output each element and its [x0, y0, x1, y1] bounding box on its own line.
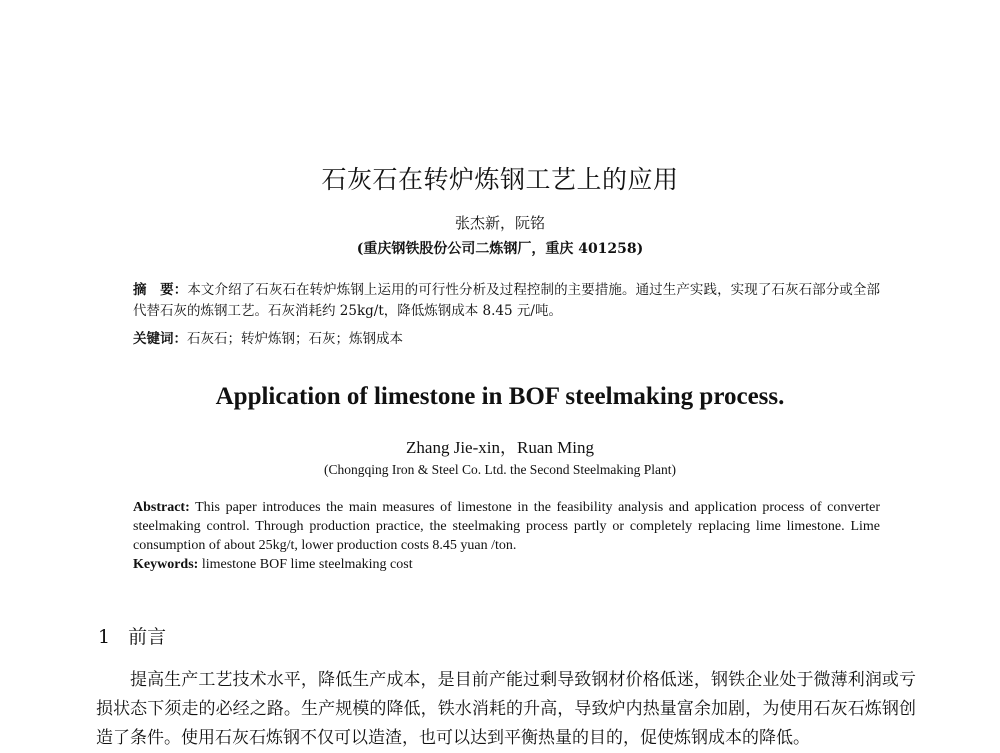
- english-abstract-label: Abstract:: [133, 500, 190, 515]
- english-keywords-label: Keywords:: [133, 557, 199, 572]
- chinese-abstract: [133, 280, 880, 322]
- english-abstract-text: This paper introduces the main measures of limestone in the feasibility analysis and application process of converter steelmaking control. Through production practice, the steelmaking process partly or completely replacing lime limestone. Lime consumption of about 25kg/t, lower production costs 8.45 yuan /ton.: [133, 500, 880, 553]
- chinese-affiliation: (重庆钢铁股份公司二炼钢厂，重庆 401258): [356, 241, 644, 257]
- body-paragraph: 提高生产工艺技术水平，降低生产成本，是目前产能过剩导致钢材价格低迷，钢铁企业处于微薄利润或亏损状态下须走的必经之路。生产规模的降低，铁水消耗的升高，导致炉内热量富余加剧，为使用石灰石炼钢创造了条件。使用石灰石炼钢不仅可以造渣，也可以达到平衡热量的目的，促使炼钢成本的降低。: [96, 670, 916, 748]
- english-keywords: [133, 555, 880, 574]
- english-keywords-text: limestone BOF lime steelmaking cost: [198, 557, 413, 572]
- chinese-keywords-label: 关键词：: [133, 331, 187, 347]
- chinese-abstract-label: 摘 要：: [133, 282, 188, 298]
- english-title: Application of limestone in BOF steelmaking process.: [215, 383, 785, 410]
- chinese-abstract-text: 本文介绍了石灰石在转炉炼钢上运用的可行性分析及过程控制的主要措施。通过生产实践，实现了石灰石部分或全部代替石灰的炼钢工艺。石灰消耗约 25kg/t，降低炼钢成本 8.45 元/吨。: [133, 282, 881, 319]
- english-abstract: [133, 498, 880, 555]
- chinese-title: 石灰石在转炉炼钢工艺上的应用: [321, 165, 679, 194]
- english-authors: Zhang Jie-xin，Ruan Ming: [406, 438, 594, 457]
- section-number: 1: [98, 626, 111, 648]
- section-heading: [98, 622, 166, 649]
- english-affiliation: (Chongqing Iron & Steel Co. Ltd. the Second Steelmaking Plant): [323, 462, 677, 477]
- chinese-keywords: [133, 329, 880, 350]
- section-title: 前言: [128, 626, 167, 648]
- chinese-keywords-text: 石灰石；转炉炼钢；石灰；炼钢成本: [187, 331, 403, 347]
- chinese-authors: 张杰新，阮铭: [454, 214, 545, 232]
